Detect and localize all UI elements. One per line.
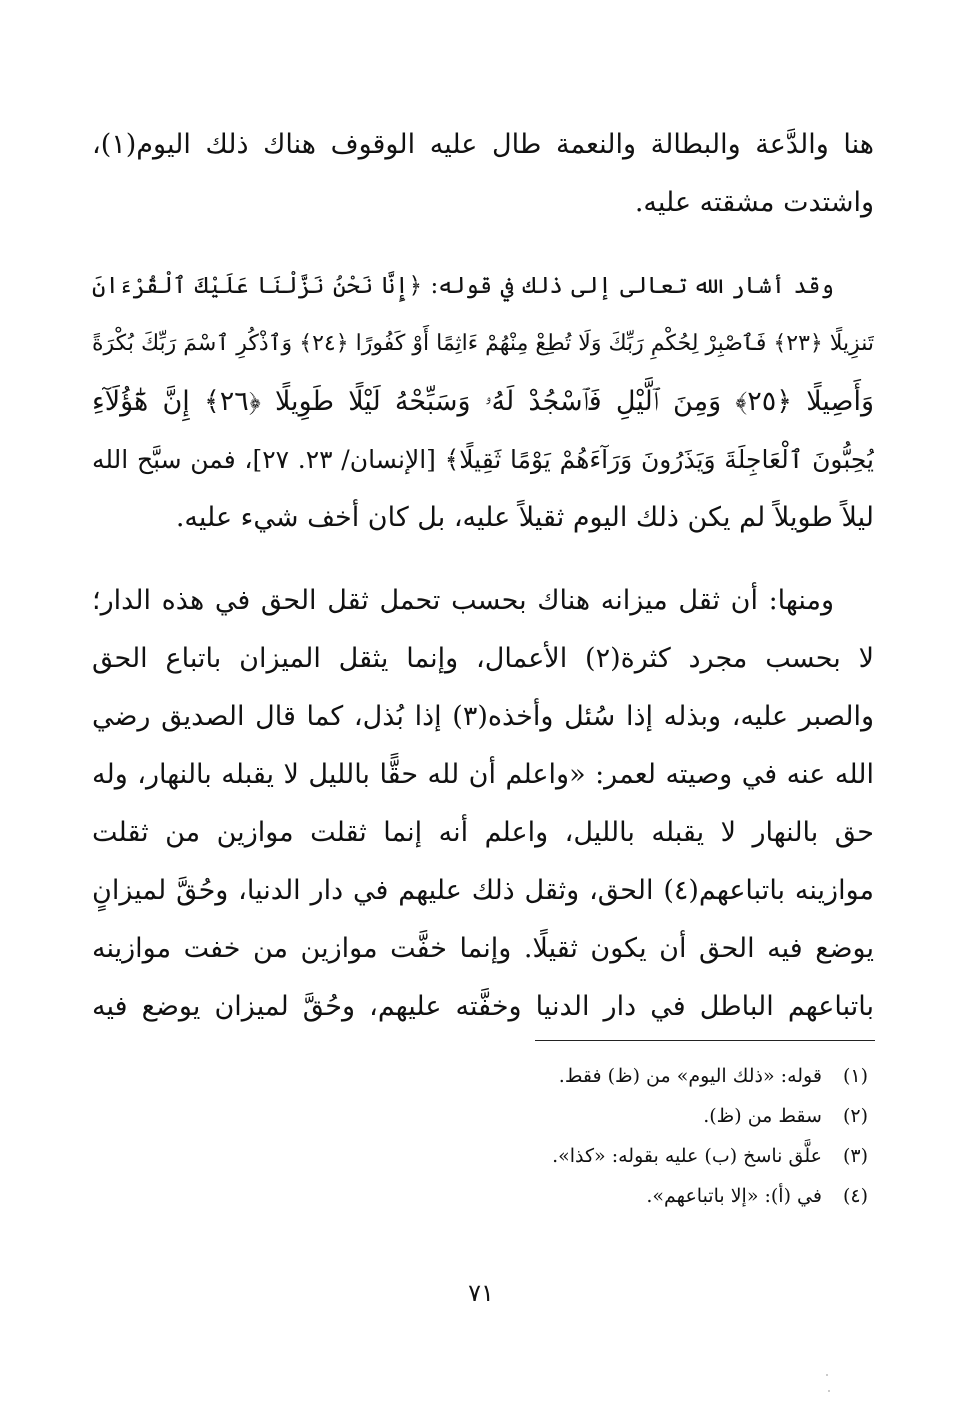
text-line: ومنها: أن ثقل ميزانه هناك بحسب تحمل ثقل الحق في هذه الدار؛: [92, 585, 834, 616]
footnote-text: قوله: «ذلك اليوم» من (ظ) فقط.: [558, 1065, 822, 1087]
quran-verse-line: تَنزِيلًا ﴿٢٣﴾ فَٱصْبِرْ لِحُكْمِ رَبِّكَ وَلَا تُطِعْ مِنْهُمْ ءَاثِمًا أَوْ كَفُورًا ﴿٢٤﴾ وَٱذْكُرِ ٱسْمَ رَبِّكَ بُكْرَةً: [92, 331, 874, 356]
quran-verse-line: يُحِبُّونَ ٱلْعَاجِلَةَ وَيَذَرُونَ وَرَآءَهُمْ يَوْمًا ثَقِيلًا﴾ [الإنسان/ ٢٣. ٢٧]، فمن سبَّح الله: [92, 445, 874, 474]
text-line: واشتدت مشقته عليه.: [634, 187, 874, 218]
footnote-divider: [535, 1040, 875, 1041]
footnote-item: [368, 1096, 868, 1136]
footnote-number: (٣): [842, 1145, 868, 1167]
text-line: لا بحسب مجرد كثرة(٢) الأعمال، وإنما يثقل الميزان باتباع الحق: [92, 643, 874, 674]
footnote-item: [368, 1056, 868, 1096]
paragraph-3: [92, 572, 874, 1036]
scan-speck: [826, 1374, 828, 1376]
footnote-item: [368, 1136, 868, 1176]
footnote-number: (٤): [842, 1185, 868, 1207]
footnote-text: في (أ): «إلا باتباعهم».: [646, 1185, 822, 1207]
paragraph-1: [92, 116, 874, 232]
page-number: ٧١: [468, 1279, 494, 1307]
footnote-number: (١): [842, 1065, 868, 1087]
footnote-item: [368, 1176, 868, 1216]
scan-speck: [828, 1390, 830, 1392]
footnote-text: سقط من (ظ).: [703, 1105, 822, 1127]
footnotes: [368, 1056, 868, 1216]
text-line: باتباعهم الباطل في دار الدنيا وخفَّته عليهم، وحُقَّ لميزان يوضع فيه: [92, 991, 874, 1022]
text-line: موازينه باتباعهم(٤) الحق، وثقل ذلك عليهم في دار الدنيا، وحُقَّ لميزانٍ: [92, 875, 874, 906]
text-line: وقد أشار الله تعالى إلى ذلك في قوله: ﴿إِنَّا نَحْنُ نَزَّلْنَا عَلَيْكَ ٱلْقُرْءَانَ: [92, 273, 834, 299]
text-line: هنا والدَّعة والبطالة والنعمة طال عليه الوقوف هناك ذلك اليوم(١)،: [92, 129, 874, 160]
text-line: الله عنه في وصيته لعمر: «واعلم أن لله حقًّا بالليل لا يقبله بالنهار، وله: [92, 759, 874, 790]
footnote-number: (٢): [842, 1105, 868, 1127]
text-line: والصبر عليه، وبذله إذا سُئل وأخذه(٣) إذا بُذل، كما قال الصديق رضي: [92, 701, 874, 732]
footnote-text: علَّق ناسخ (ب) عليه بقوله: «كذا».: [552, 1145, 822, 1167]
text-line: ليلاً طويلاً لم يكن ذلك اليوم ثقيلاً عليه، بل كان أخف شيء عليه.: [175, 502, 874, 533]
text-line: حق بالنهار لا يقبله بالليل، واعلم أنه إنما ثقلت موازين من ثقلت: [92, 817, 874, 848]
text-line: يوضع فيه الحق أن يكون ثقيلًا. وإنما خفَّت موازين من خفت موازينه: [92, 933, 874, 964]
paragraph-2-quran-citation: [92, 257, 874, 547]
quran-verse-line: وَأَصِيلًا ﴿٢٥﴾ وَمِنَ ٱلَّيْلِ فَٱسْجُدْ لَهُۥ وَسَبِّحْهُ لَيْلًا طَوِيلًا ﴿٢٦﴾ إِنَّ هَٰٓؤُلَآءِ: [92, 386, 874, 417]
